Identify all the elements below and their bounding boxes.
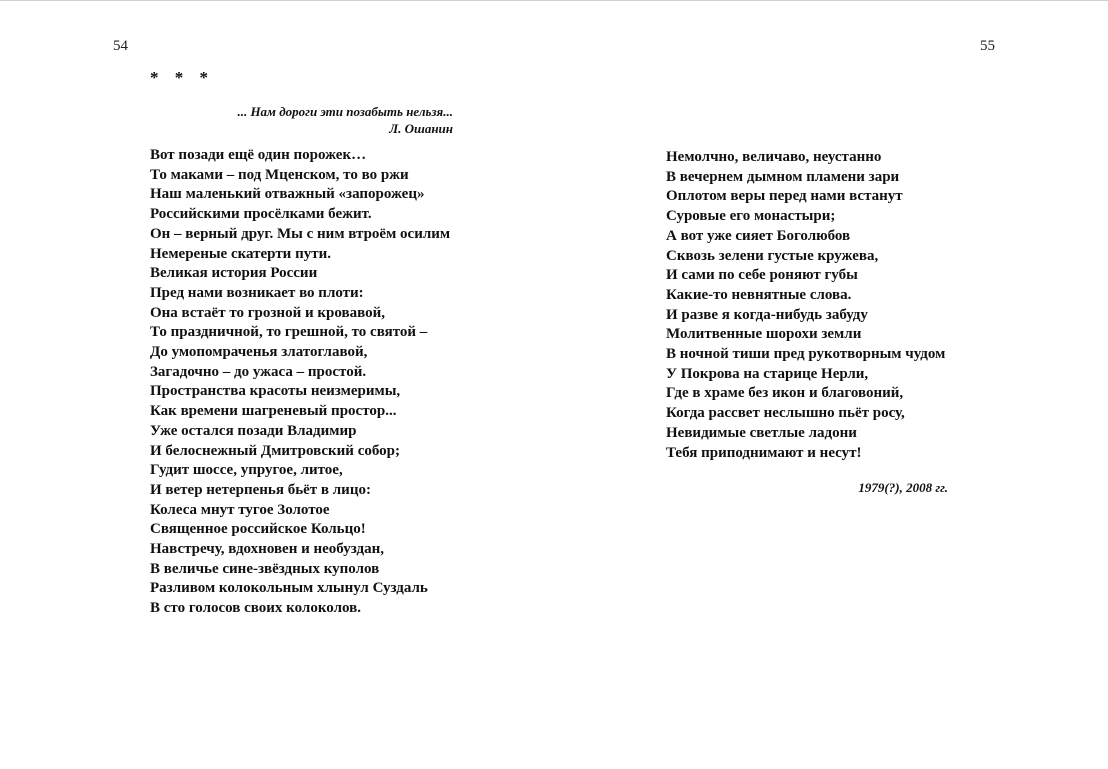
section-ornament: * * * [150, 68, 214, 87]
poem-line: Навстречу, вдохновен и необуздан, [150, 541, 384, 558]
epigraph [150, 103, 453, 137]
poem-line: Она встаёт то грозной и кровавой, [150, 304, 385, 321]
poem-line: Великая история России [150, 265, 318, 282]
epigraph-quote: ... Нам дороги эти позабыть нельзя... [237, 104, 453, 119]
poem-line: Пред нами возникает во плоти: [150, 284, 364, 301]
poem-line: Он – верный друг. Мы с ним втроём осилим [150, 225, 451, 242]
poem-line: Немолчно, величаво, неустанно [666, 149, 882, 165]
epigraph-author: Л. Ошанин [389, 121, 453, 136]
poem-line: И разве я когда-нибудь забуду [666, 306, 868, 323]
poem-right-column [666, 148, 945, 463]
poem-line: В вечернем дымном пламени зари [666, 168, 900, 185]
poem-line: Сквозь зелени густые кружева, [666, 247, 879, 264]
poem-line: У Покрова на старице Нерли, [666, 365, 869, 382]
poem-line: А вот уже сияет Боголюбов [666, 227, 851, 244]
poem-left-column [150, 146, 450, 619]
poem-line: Российскими просёлками бежит. [150, 206, 372, 223]
poem-line: Уже остался позади Владимир [150, 422, 357, 439]
poem-line: В ночной тиши пред рукотворным чудом [666, 346, 946, 363]
poem-line: Разливом колокольным хлынул Суздаль [150, 580, 428, 597]
poem-line: И белоснежный Дмитровский собор; [150, 442, 400, 459]
poem-line: Оплотом веры перед нами встанут [666, 188, 903, 205]
poem-line: В сто голосов своих колоколов. [150, 600, 361, 617]
poem-line: Тебя приподнимают и несут! [666, 444, 862, 461]
poem-line: Немереные скатерти пути. [150, 245, 331, 262]
poem-line: До умопомраченья златоглавой, [150, 344, 368, 361]
poem-line: Священное российское Кольцо! [150, 521, 366, 538]
poem-line: В величье сине-звёздных куполов [150, 560, 380, 577]
poem-line: Молитвенные шорохи земли [666, 326, 862, 343]
poem-line: Гудит шоссе, упругое, литое, [150, 462, 343, 479]
page-number-right: 55 [980, 38, 995, 54]
poem-line: Какие-то невнятные слова. [666, 286, 852, 303]
poem-line: Невидимые светлые ладони [666, 424, 857, 441]
poem-line: Колеса мнут тугое Золотое [150, 501, 330, 518]
poem-line: Когда рассвет неслышно пьёт росу, [666, 405, 905, 422]
poem-line: То маками – под Мценском, то во ржи [150, 166, 409, 183]
poem-date: 1979(?), 2008 гг. [858, 480, 948, 495]
poem-line: Где в храме без икон и благовоний, [666, 385, 904, 402]
poem-line: И сами по себе роняют губы [666, 267, 858, 284]
poem-line: Загадочно – до ужаса – простой. [150, 363, 367, 380]
page-number-left: 54 [113, 38, 128, 54]
poem-line: Наш маленький отважный «запорожец» [150, 186, 425, 203]
poem-line: Вот позади ещё один порожек… [150, 147, 367, 163]
poem-line: Как времени шагреневый простор... [150, 403, 397, 420]
poem-line: И ветер нетерпенья бьёт в лицо: [150, 481, 371, 498]
poem-line: Пространства красоты неизмеримы, [150, 383, 401, 400]
poem-line: Суровые его монастыри; [666, 208, 836, 225]
poem-line: То праздничной, то грешной, то святой – [150, 324, 428, 341]
top-border-line [0, 0, 1108, 1]
